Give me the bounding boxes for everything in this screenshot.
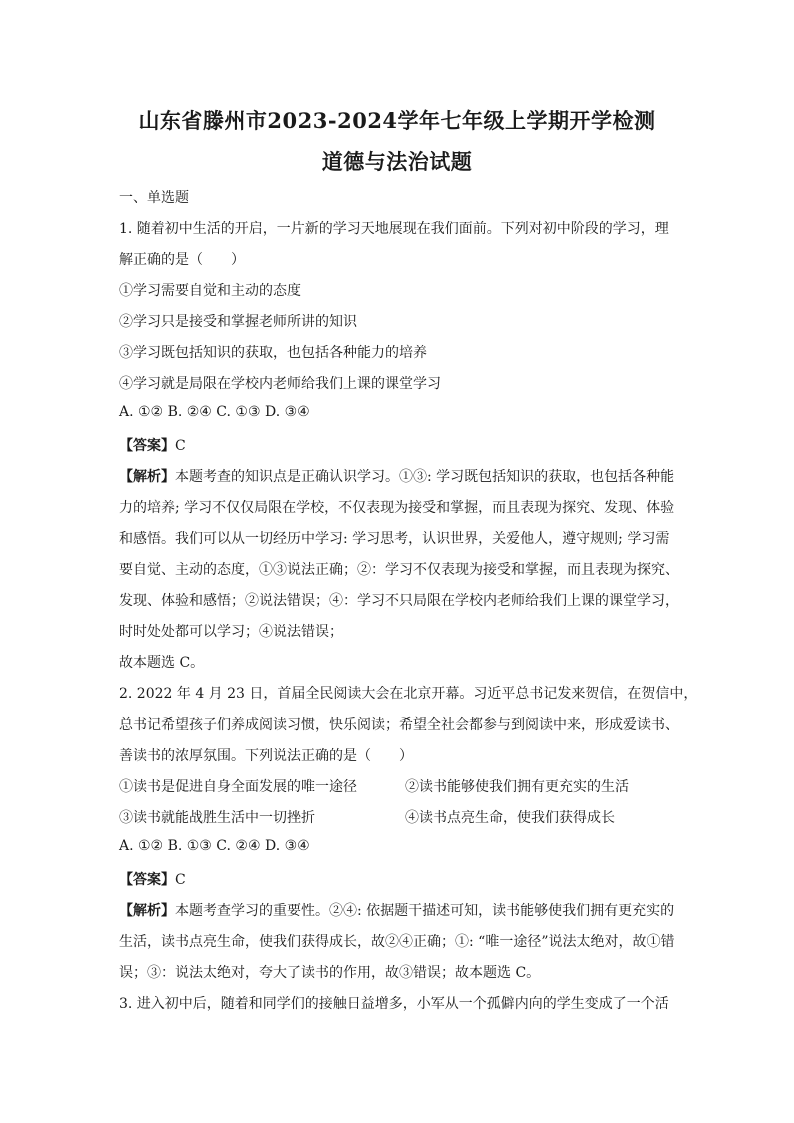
question-1-option-4: ④学习就是局限在学校内老师给我们上课的课堂学习 — [119, 376, 441, 392]
question-2-option-4: ④读书点亮生命，使我们获得成长 — [405, 810, 615, 826]
document-title: 山东省滕州市2023-2024学年七年级上学期开学检测 — [138, 108, 656, 133]
question-1-stem-line-2: 解正确的是（ ） — [119, 252, 245, 268]
question-1-option-3: ③学习既包括知识的获取，也包括各种能力的培养 — [119, 345, 427, 361]
question-1-answer — [119, 435, 186, 455]
question-1-option-2: ②学习只是接受和掌握老师所讲的知识 — [119, 314, 357, 330]
question-2-option-3: ③读书就能战胜生活中一切挫折 — [119, 810, 315, 826]
analysis-text: 本题考查的知识点是正确认识学习。①③: 学习既包括知识的获取，也包括各种能 — [175, 469, 675, 485]
analysis-label: 【解析】 — [119, 903, 175, 919]
question-1-analysis-line-5: 发现、体验和感悟；②说法错误；④：学习不只局限在学校内老师给我们上课的课堂学习， — [119, 593, 679, 609]
question-2-stem-line-2: 总书记希望孩子们养成阅读习惯，快乐阅读；希望全社会都参与到阅读中来，形成爱读书、 — [119, 717, 679, 733]
question-3-stem-line-1: 3. 进入初中后，随着和同学们的接触日益增多，小军从一个孤僻内向的学生变成了一个活 — [119, 996, 669, 1012]
question-2-answer — [119, 869, 186, 889]
question-1-analysis-line-4: 要自觉、主动的态度，①③说法正确；②：学习不仅表现为接受和掌握，而且表现为探究、 — [119, 562, 679, 578]
answer-value: C — [175, 438, 186, 454]
question-2-analysis-line-1 — [119, 900, 674, 920]
question-1-choices: A. ①② B. ②④ C. ①③ D. ③④ — [119, 404, 310, 420]
question-2-option-1: ①读书是促进自身全面发展的唯一途径 — [119, 779, 357, 795]
question-1-option-1: ①学习需要自觉和主动的态度 — [119, 283, 301, 299]
analysis-text: 本题考查学习的重要性。②④: 依据题干描述可知，读书能够使我们拥有更充实的 — [175, 903, 675, 919]
question-2-analysis-line-3: 误；③：说法太绝对，夸大了读书的作用，故③错误；故本题选 C。 — [119, 965, 541, 981]
question-1-analysis-line-1 — [119, 466, 674, 486]
analysis-label: 【解析】 — [119, 469, 175, 485]
answer-value: C — [175, 872, 186, 888]
question-2-stem-line-3: 善读书的浓厚氛围。下列说法正确的是（ ） — [119, 748, 413, 764]
section-heading: 一、单选题 — [119, 190, 189, 206]
question-1-conclusion: 故本题选 C。 — [119, 655, 205, 671]
question-2-option-2: ②读书能够使我们拥有更充实的生活 — [405, 779, 629, 795]
document-subtitle: 道德与法治试题 — [321, 149, 473, 174]
question-1-analysis-line-2: 力的培养; 学习不仅仅局限在学校，不仅表现为接受和掌握，而且表现为探究、发现、体验 — [119, 500, 675, 516]
question-1-analysis-line-3: 和感悟。我们可以从一切经历中学习: 学习思考，认识世界，关爱他人，遵守规则; 学习需 — [119, 531, 670, 547]
question-1-stem-line-1: 1. 随着初中生活的开启，一片新的学习天地展现在我们面前。下列对初中阶段的学习，理 — [119, 221, 669, 237]
question-2-analysis-line-2: 生活，读书点亮生命，使我们获得成长，故②④正确；①: “唯一途径”说法太绝对，故①错 — [119, 934, 675, 950]
question-2-choices: A. ①② B. ①③ C. ②④ D. ③④ — [119, 838, 310, 854]
question-2-stem-line-1: 2. 2022 年 4 月 23 日，首届全民阅读大会在北京开幕。习近平总书记发来贺信，在贺信中， — [119, 686, 698, 702]
question-1-analysis-line-6: 时时处处都可以学习；④说法错误； — [119, 624, 343, 640]
answer-label: 【答案】 — [119, 438, 175, 454]
answer-label: 【答案】 — [119, 872, 175, 888]
